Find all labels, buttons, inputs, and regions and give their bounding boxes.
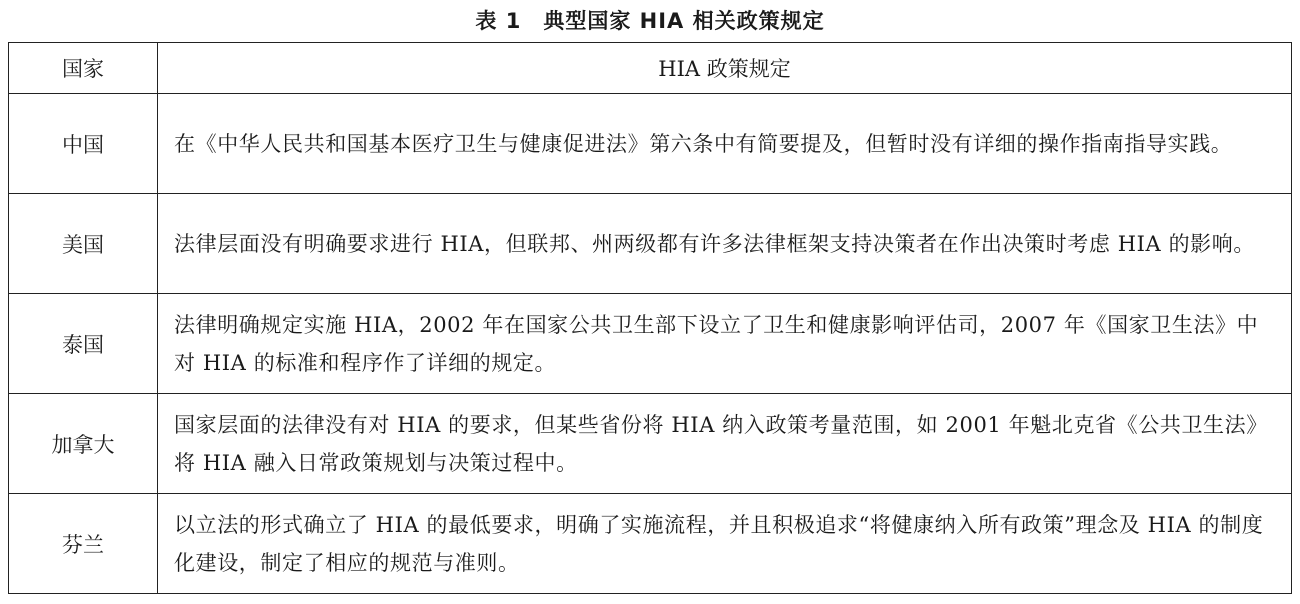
policy-cell: 国家层面的法律没有对 HIA 的要求，但某些省份将 HIA 纳入政策考量范围，如 2001 年魁北克省《公共卫生法》将 HIA 融入日常政策规划与决策过程中。	[158, 394, 1292, 494]
policy-cell: 以立法的形式确立了 HIA 的最低要求，明确了实施流程，并且积极追求“将健康纳入所有政策”理念及 HIA 的制度化建设，制定了相应的规范与准则。	[158, 494, 1292, 594]
policy-cell: 法律层面没有明确要求进行 HIA，但联邦、州两级都有许多法律框架支持决策者在作出决策时考虑 HIA 的影响。	[158, 194, 1292, 294]
table-row	[9, 194, 1292, 294]
country-cell: 美国	[9, 194, 158, 294]
table-row	[9, 94, 1292, 194]
country-cell: 泰国	[9, 294, 158, 394]
table-number: 表 1	[475, 9, 522, 33]
table-title: 典型国家 HIA 相关政策规定	[543, 9, 825, 33]
country-cell: 芬兰	[9, 494, 158, 594]
header-country: 国家	[9, 43, 158, 94]
table-row	[9, 394, 1292, 494]
country-cell: 中国	[9, 94, 158, 194]
table-row	[9, 494, 1292, 594]
policy-cell: 在《中华人民共和国基本医疗卫生与健康促进法》第六条中有简要提及，但暂时没有详细的操作指南指导实践。	[158, 94, 1292, 194]
table-header-row	[9, 43, 1292, 94]
table-caption	[0, 5, 1300, 35]
policy-cell: 法律明确规定实施 HIA，2002 年在国家公共卫生部下设立了卫生和健康影响评估司，2007 年《国家卫生法》中对 HIA 的标准和程序作了详细的规定。	[158, 294, 1292, 394]
country-cell: 加拿大	[9, 394, 158, 494]
hia-policy-table	[8, 42, 1292, 594]
header-policy: HIA 政策规定	[158, 43, 1292, 94]
table-row	[9, 294, 1292, 394]
